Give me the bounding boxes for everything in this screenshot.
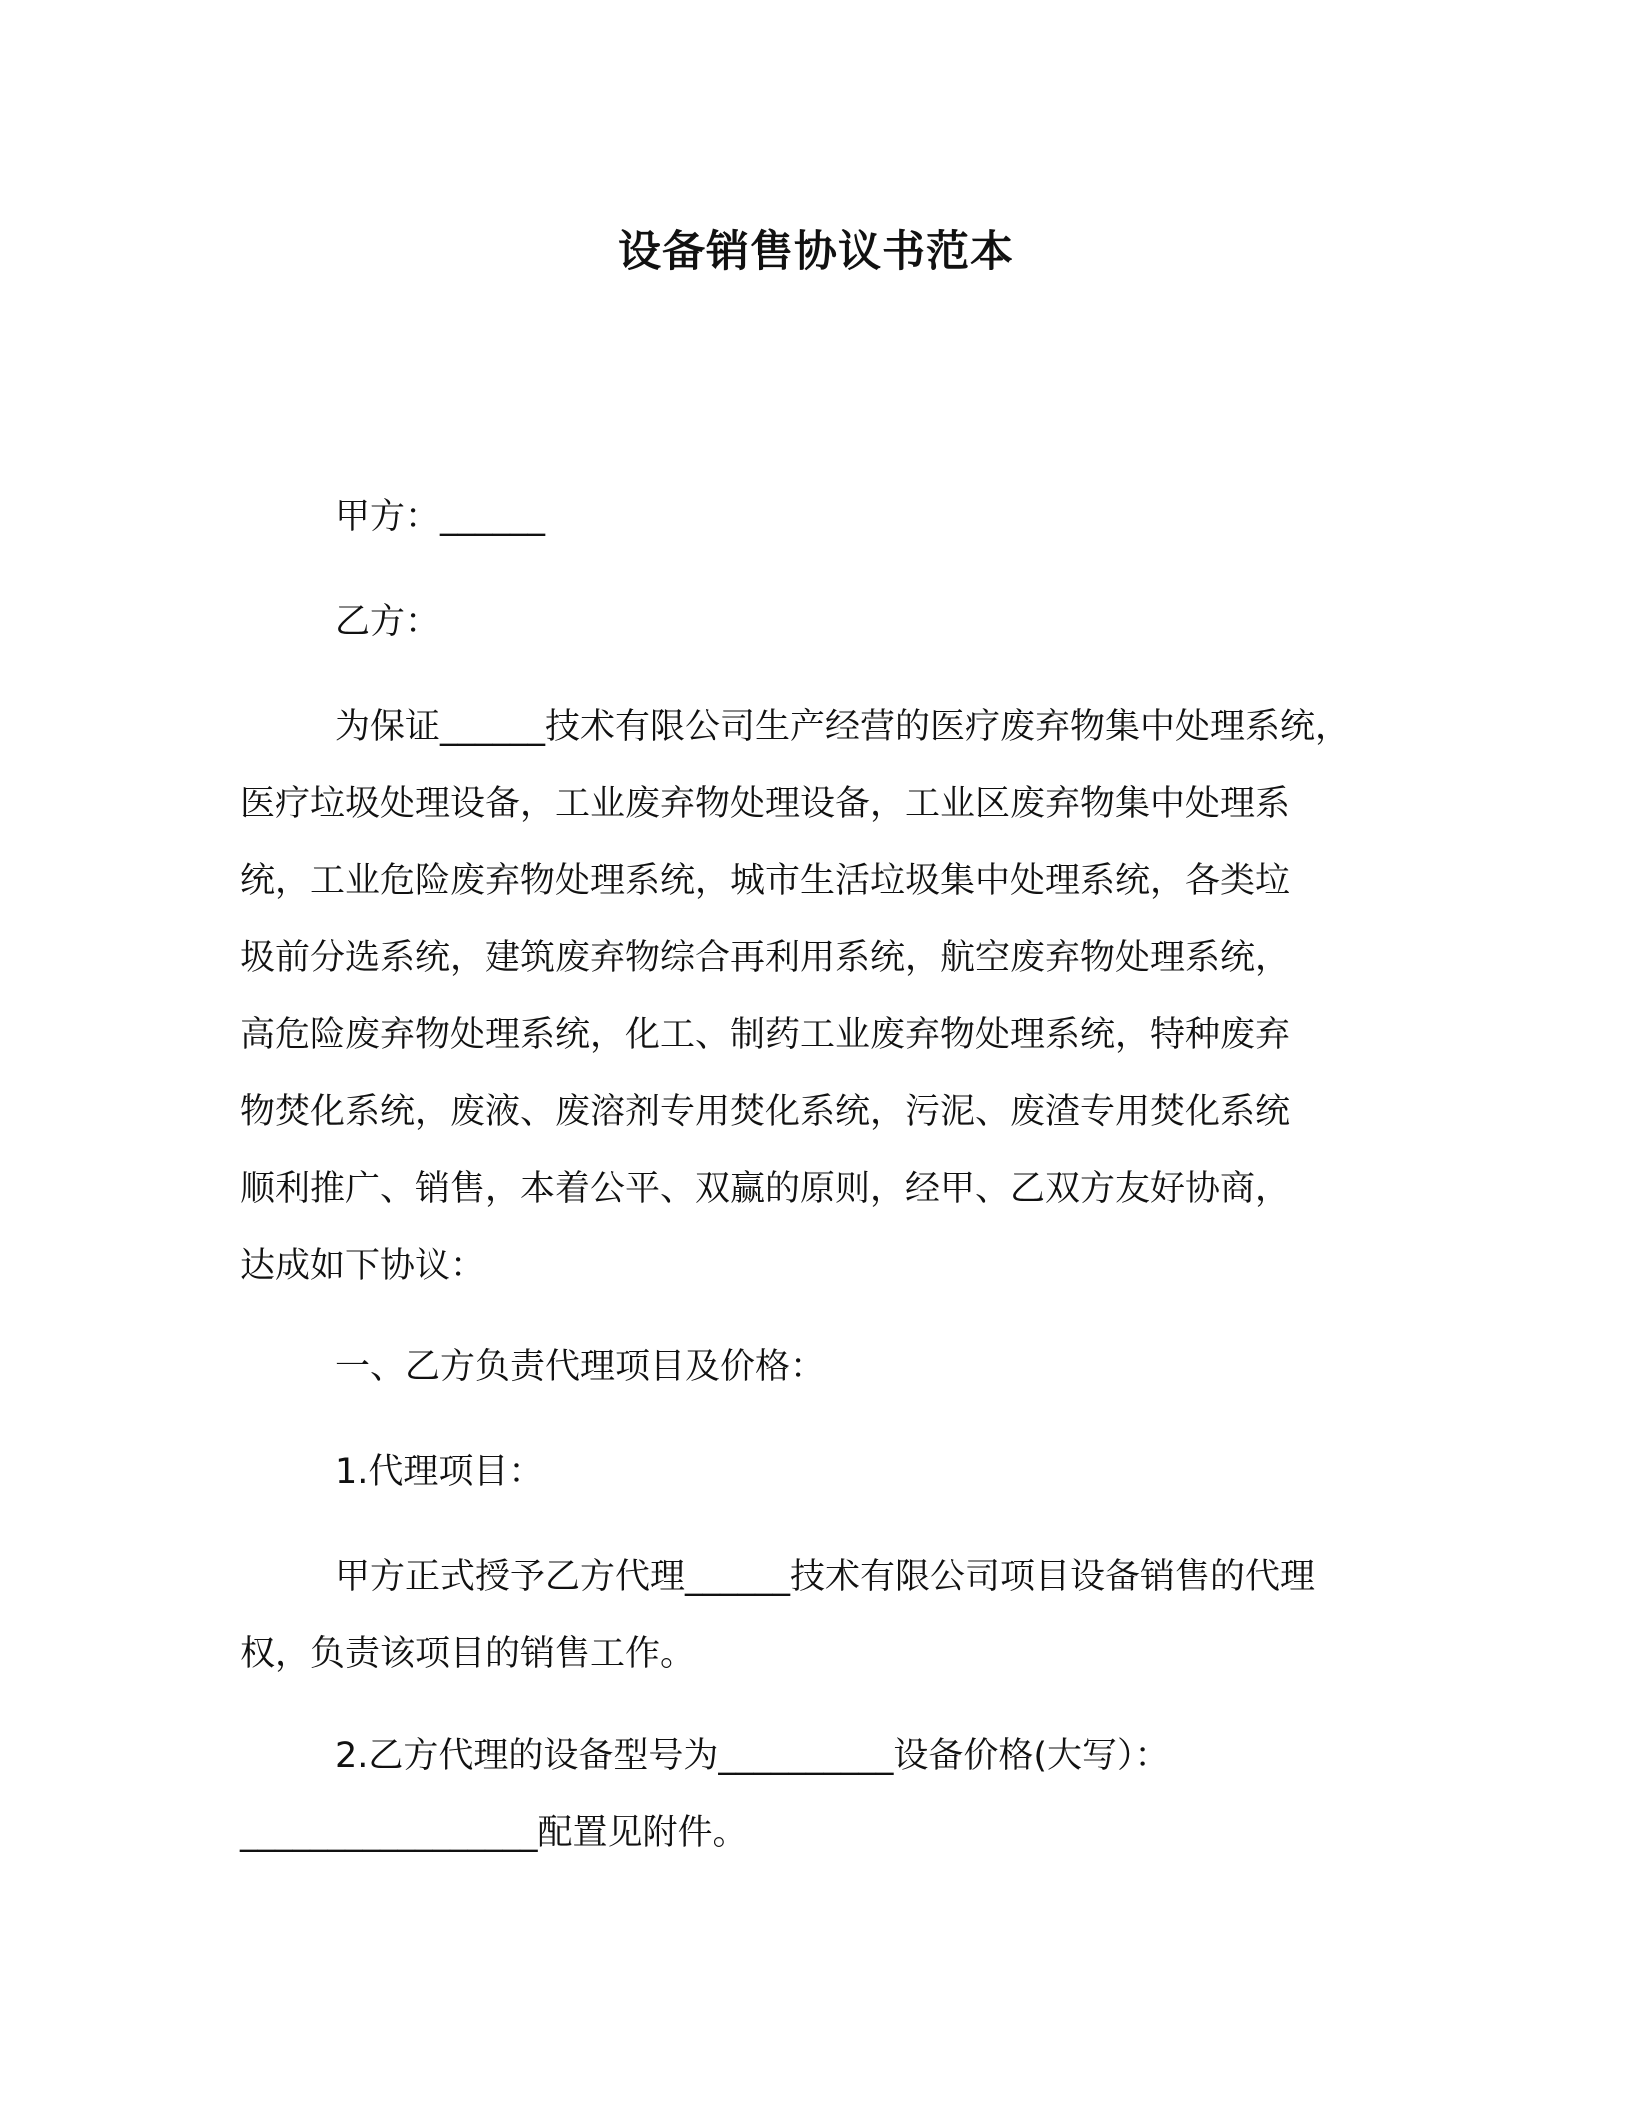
item-2-line: _________________配置见附件。 — [240, 1813, 748, 1853]
item-1-line: 权，负责该项目的销售工作。 — [240, 1634, 696, 1674]
document-title: 设备销售协议书范本 — [618, 227, 1014, 277]
section-1-heading: 一、乙方负责代理项目及价格： — [335, 1347, 826, 1387]
item-1-paragraph — [240, 1539, 1400, 1693]
preamble-line: 医疗垃圾处理设备，工业废弃物处理设备，工业区废弃物集中处理系 — [240, 784, 1291, 824]
preamble-line: 为保证______技术有限公司生产经营的医疗废弃物集中处理系统， — [335, 707, 1351, 747]
preamble-line: 顺利推广、销售，本着公平、双赢的原则，经甲、乙双方友好协商， — [240, 1169, 1291, 1209]
preamble-line: 物焚化系统，废液、废溶剂专用焚化系统，污泥、废渣专用焚化系统 — [240, 1092, 1291, 1132]
preamble-line: 统，工业危险废弃物处理系统，城市生活垃圾集中处理系统，各类垃 — [240, 861, 1291, 901]
item-2-paragraph — [240, 1718, 1400, 1872]
preamble-line: 高危险废弃物处理系统，化工、制药工业废弃物处理系统，特种废弃 — [240, 1015, 1291, 1055]
item-1-line: 甲方正式授予乙方代理______技术有限公司项目设备销售的代理 — [335, 1557, 1316, 1597]
preamble-paragraph — [240, 689, 1400, 1305]
party-a-line: 甲方：______ — [335, 497, 546, 537]
party-b-line: 乙方： — [335, 602, 441, 642]
preamble-line: 圾前分选系统，建筑废弃物综合再利用系统，航空废弃物处理系统， — [240, 938, 1291, 978]
item-1-heading: 1.代理项目： — [335, 1452, 544, 1492]
preamble-line: 达成如下协议： — [240, 1246, 486, 1286]
item-2-line: 2.乙方代理的设备型号为__________设备价格(大写）： — [335, 1736, 1170, 1776]
